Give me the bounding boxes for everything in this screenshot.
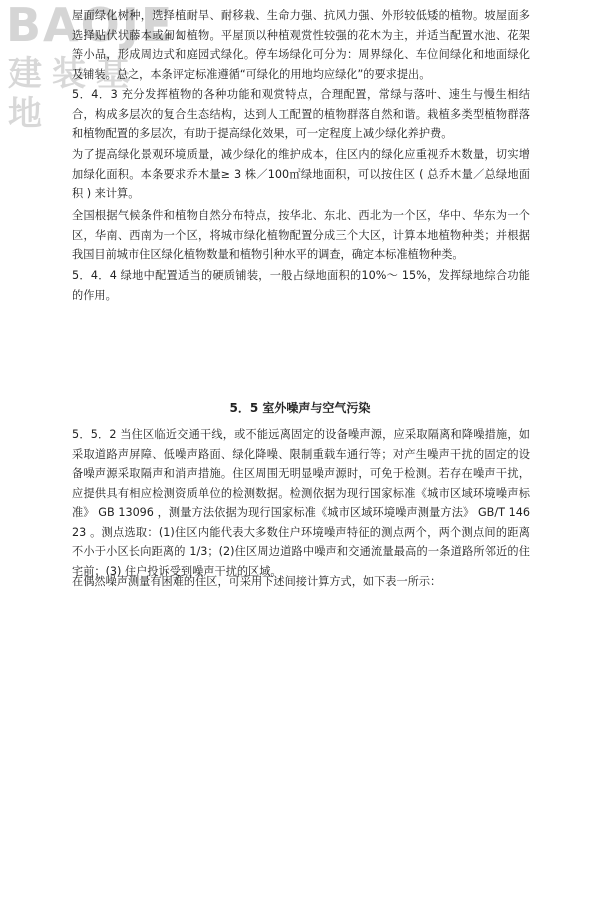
paragraph-5-4-3: 5．4．3 充分发挥植物的各种功能和观赏特点，合理配置，常绿与落叶、速生与慢生相结合，构成多层次的复合生态结构，达到人工配置的植物群落自然和谐。栽植多类型植物群落和植物配置的多层次，有助于提高绿化效果，可一定程度上减少绿化养护费。 (72, 88, 530, 140)
paragraph-indirect-calculation: 在偶然噪声测量有困难的住区，可采用下述间接计算方式，如下表一所示： (72, 575, 442, 588)
paragraph-tree-quantity: 为了提高绿化景观环境质量，减少绿化的维护成本，住区内的绿化应重视乔木数量，切实增加绿化面积。本条要求乔木量≥ 3 株／100㎡绿地面积，可以按住区 ( 总乔木量／总绿地面积 ) 来计算。 (72, 148, 530, 200)
paragraph-5-5-2: 5．5．2 当住区临近交通干线，或不能远离固定的设备噪声源，应采取隔离和降噪措施，如采取道路声屏障、低噪声路面、绿化降噪、限制重载车通行等；对产生噪声干扰的固定的设备噪声源采取隔声和消声措施。住区周围无明显噪声源时，可免于检测。若存在噪声干扰，应提供具有相应检测资质单位的检测数据。检测依据为现行国家标准《城市区域环境噪声标准》 GB 13096 ，测量方法依据为现行国家标准《城市区域环境噪声测量方法》 GB/T 14623 。测点选取：(1)住区内能代表大多数住户环境噪声特征的测点两个，两个测点间的距离不小于小区长向距离的 1/3；(2)住区周边道路中噪声和交通流量最高的一条道路所邻近的住宅前；(3) 住户投诉受到噪声干扰的区域。 (72, 428, 530, 578)
paragraph-plant-regions: 全国根据气候条件和植物自然分布特点，按华北、东北、西北为一个区，华中、华东为一个区，华南、西南为一个区，将城市绿化植物配置分成三个大区，计算本地植物种类；并根据我国目前城市住区绿化植物数量和植物引种水平的调查，确定本标准植物种类。 (72, 209, 530, 261)
section-title: 5．5 室外噪声与空气污染 (229, 401, 371, 415)
paragraph-5-4-4: 5．4．4 绿地中配置适当的硬质铺装，一般占绿地面积的10%～ 15%，发挥绿地综合功能的作用。 (72, 269, 530, 302)
watermark-logo: BAOJE (6, 0, 175, 52)
paragraph-roof-greening: 屋面绿化树种，选择植耐旱、耐移栽、生命力强、抗风力强、外形较低矮的植物。坡屋面多选择贴伏状藤本或匍匐植物。平屋顶以种植观赏性较强的花木为主，并适当配置水池、花架等小品，形成周边式和庭园式绿化。停车场绿化可分为：周界绿化、车位间绿化和地面绿化及铺装。总之，本条评定标准遵循“可绿化的用地均应绿化”的要求提出。 (72, 9, 530, 81)
watermark-chinese-text: 建装基地 (8, 54, 140, 134)
